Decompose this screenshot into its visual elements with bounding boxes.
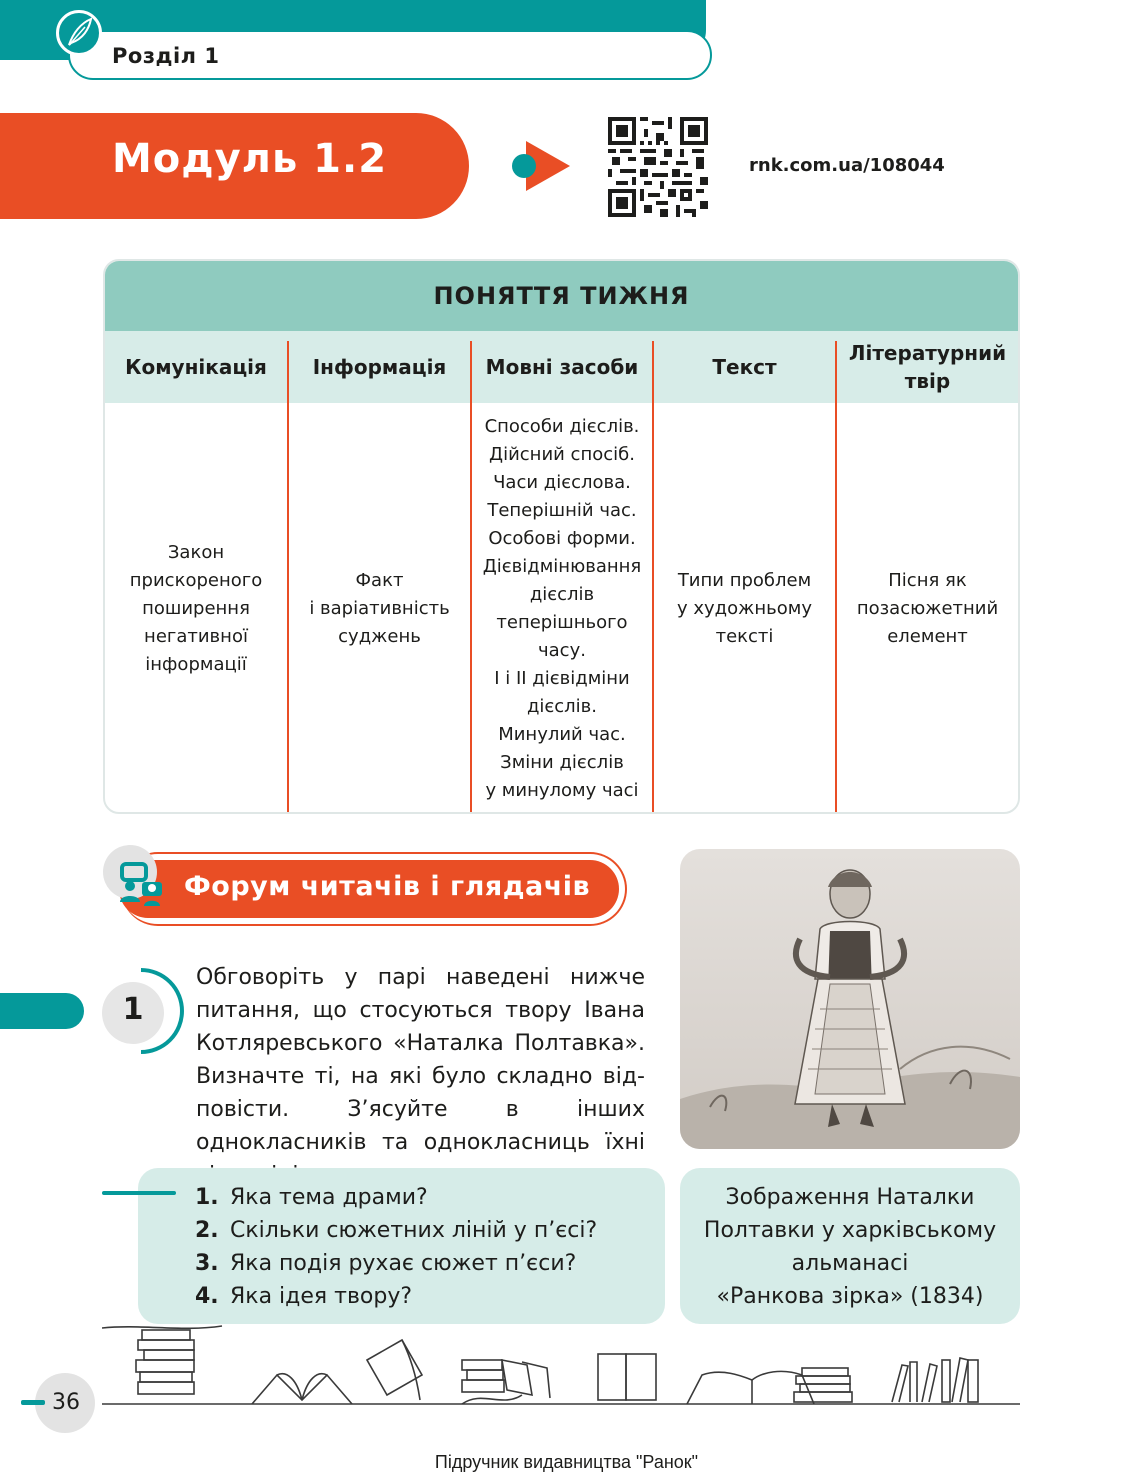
image-caption (680, 1181, 1020, 1313)
cell-line: і варіативність (309, 597, 450, 619)
cell-line: Особові форми. (488, 527, 636, 549)
table-cell (105, 403, 287, 814)
table-cell (472, 403, 652, 814)
natalka-portrait-image (680, 849, 1020, 1149)
cell-line: Типи проблем (677, 569, 812, 591)
table-cell (654, 403, 835, 814)
cell-line: Дієвідмінювання (482, 555, 642, 577)
cell-line: суджень (338, 625, 421, 647)
qr-link[interactable]: rnk.com.ua/108044 (749, 155, 945, 176)
page-number-dash (21, 1400, 45, 1405)
qr-code[interactable] (608, 117, 708, 217)
column-header: Літературний твір (848, 341, 1007, 393)
table-cell (837, 403, 1018, 814)
column-header: Комунікація (125, 355, 267, 379)
cell-line: тексті (715, 625, 774, 647)
question-text: Яка ідея твору? (230, 1284, 413, 1309)
cell-line: Дійсний спосіб. (489, 443, 635, 465)
caption-line: Полтавки у харківському (703, 1218, 997, 1243)
cell-line: Часи дієслова. (493, 471, 631, 493)
list-item (195, 1214, 597, 1247)
cell-line: негативної (144, 625, 248, 647)
cell-line: Факт (355, 569, 404, 591)
cell-line: інформації (145, 653, 247, 675)
list-item (195, 1247, 597, 1280)
cell-line: позасюжетний (856, 597, 999, 619)
table-cell (289, 403, 470, 814)
column-header: Текст (712, 355, 777, 379)
task-number: 1 (122, 992, 144, 1027)
books-illustration (102, 1320, 1020, 1410)
question-text: Яка тема драми? (230, 1185, 428, 1210)
cell-line: Зміни дієслів (500, 751, 624, 773)
caption-line: альманасі (791, 1251, 909, 1276)
caption-line: «Ранкова зірка» (1834) (716, 1284, 984, 1309)
feather-icon (56, 10, 102, 56)
questions-marker-line (102, 1191, 176, 1195)
cell-line: прискореного (129, 569, 263, 591)
cell-line: дієслів (529, 583, 595, 605)
cell-line: Минулий час. (498, 723, 626, 745)
discussion-icon (116, 858, 170, 912)
cell-line: часу. (538, 639, 586, 661)
cell-line: дієслів. (526, 695, 598, 717)
publisher-footer: Підручник видавництва "Ранок" (434, 1452, 699, 1472)
section-label: Розділ 1 (112, 44, 220, 68)
cell-line: Пісня як (888, 569, 967, 591)
cell-line: у минулому часі (485, 779, 639, 801)
column-header: Інформація (312, 355, 447, 379)
page-number: 36 (52, 1390, 80, 1415)
table-title: ПОНЯТТЯ ТИЖНЯ (433, 282, 690, 310)
cell-line: Закон (167, 541, 225, 563)
side-tab (0, 993, 84, 1029)
cell-line: у художньому (677, 597, 812, 619)
cell-line: Теперішній час. (487, 499, 637, 521)
module-title: Модуль 1.2 (112, 136, 388, 182)
question-number: 1. (195, 1185, 219, 1210)
cell-line: теперішнього (496, 611, 628, 633)
cell-line: Способи дієслів. (484, 415, 640, 437)
question-number: 4. (195, 1284, 219, 1309)
column-header: Мовні засоби (485, 355, 639, 379)
question-number: 3. (195, 1251, 219, 1276)
question-number: 2. (195, 1218, 219, 1243)
list-item (195, 1280, 597, 1313)
play-icon[interactable] (510, 135, 572, 197)
cell-line: поширення (142, 597, 250, 619)
questions-list (195, 1181, 597, 1313)
cell-line: І і ІІ дієвідміни (494, 667, 630, 689)
concepts-table (103, 259, 1020, 814)
list-item (195, 1181, 597, 1214)
cell-line: елемент (887, 625, 968, 647)
caption-line: Зображення Наталки (725, 1185, 975, 1210)
task-text: Обговоріть у парі наведені нижче питання, що стосуються твору Івана Котляревського «Наталка Полтавка». Визначте ті, на які було складно відповісти. З’ясуйте в інших однокласників та однокласниць їхні (196, 965, 645, 1155)
forum-title: Форум читачів і глядачів (184, 871, 591, 902)
question-text: Яка подія рухає сюжет п’єси? (230, 1251, 577, 1276)
question-text: Скільки сюжетних ліній у п’єсі? (230, 1218, 598, 1243)
